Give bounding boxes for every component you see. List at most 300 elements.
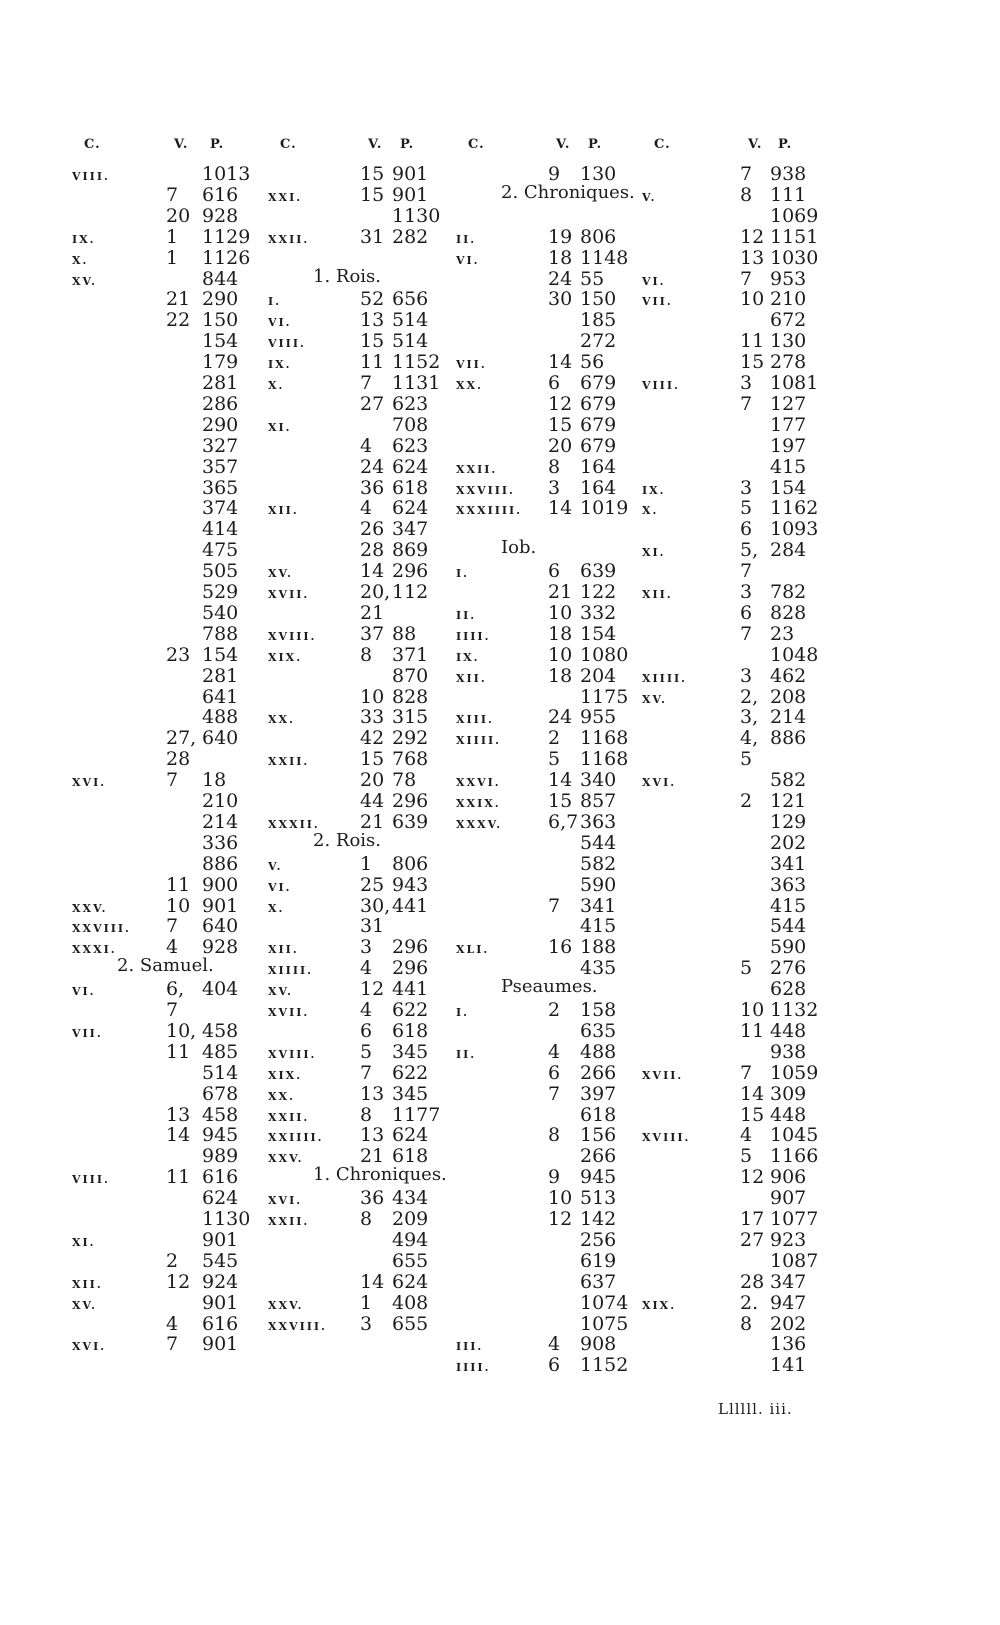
page-number: 708 bbox=[392, 413, 429, 436]
chapter-numeral: XVII. bbox=[268, 588, 310, 601]
page-number: 514 bbox=[392, 330, 429, 353]
chapter-numeral: XXXIIII. bbox=[456, 504, 523, 518]
page-number: 901 bbox=[392, 183, 429, 206]
page-number: 341 bbox=[770, 852, 807, 875]
column-header-p: P. bbox=[210, 137, 225, 152]
column-header-v: V. bbox=[174, 137, 189, 152]
index-row bbox=[0, 1062, 1000, 1084]
page-number: 276 bbox=[770, 957, 807, 980]
index-row bbox=[0, 351, 1000, 373]
page-number: 1175 bbox=[580, 685, 629, 708]
page-number: 505 bbox=[202, 560, 239, 583]
verse-number: 10, bbox=[166, 1019, 197, 1042]
verse-number: 21 bbox=[360, 601, 385, 624]
page-number: 365 bbox=[202, 476, 239, 499]
chapter-numeral: XII. bbox=[72, 1277, 103, 1291]
page-number: 616 bbox=[202, 1166, 239, 1189]
index-row bbox=[0, 957, 1000, 979]
page-number: 112 bbox=[392, 581, 429, 603]
index-row bbox=[0, 247, 1000, 269]
column-header-c: C. bbox=[654, 137, 671, 152]
page-number: 544 bbox=[770, 915, 807, 938]
page-number: 624 bbox=[392, 497, 429, 520]
page-number: 1045 bbox=[770, 1124, 819, 1147]
page-number: 122 bbox=[580, 581, 617, 603]
page-number: 869 bbox=[392, 539, 429, 562]
index-row bbox=[0, 748, 1000, 770]
verse-number: 5, bbox=[740, 539, 759, 562]
index-row bbox=[0, 936, 1000, 958]
index-row bbox=[0, 1124, 1000, 1146]
index-row bbox=[0, 1020, 1000, 1042]
page-number: 278 bbox=[770, 351, 807, 374]
verse-number: 11 bbox=[740, 330, 765, 353]
verse-number: 4 bbox=[360, 999, 373, 1021]
page-number: 1130 bbox=[202, 1208, 251, 1230]
page-number: 415 bbox=[580, 915, 617, 938]
page-number: 679 bbox=[580, 392, 617, 415]
verse-number: 5 bbox=[360, 1040, 373, 1063]
page-number: 363 bbox=[580, 810, 617, 833]
chapter-numeral: XXII. bbox=[268, 1215, 310, 1228]
page-number: 907 bbox=[770, 1187, 807, 1210]
verse-number: 1 bbox=[166, 246, 179, 269]
page-number: 127 bbox=[770, 392, 807, 415]
page-number: 272 bbox=[580, 330, 617, 353]
chapter-numeral: XV. bbox=[72, 1298, 97, 1312]
page-number: 1080 bbox=[580, 643, 629, 666]
index-row bbox=[0, 393, 1000, 415]
page-number: 886 bbox=[202, 852, 239, 875]
chapter-numeral: VI. bbox=[72, 985, 96, 999]
chapter-numeral: IX. bbox=[268, 358, 292, 372]
index-row bbox=[0, 265, 1000, 290]
verse-number: 18 bbox=[548, 246, 573, 269]
page-number: 156 bbox=[580, 1124, 617, 1147]
verse-number: 15 bbox=[548, 413, 573, 436]
index-row bbox=[0, 330, 1000, 352]
page-number: 544 bbox=[580, 831, 617, 854]
page-number: 590 bbox=[580, 873, 617, 896]
page-number: 623 bbox=[392, 434, 429, 457]
chapter-numeral: XXV. bbox=[268, 1152, 304, 1166]
verse-number: 4 bbox=[360, 434, 373, 457]
page-number: 1129 bbox=[202, 225, 251, 248]
page-number: 640 bbox=[202, 727, 239, 750]
chapter-numeral: VI. bbox=[642, 274, 666, 288]
verse-number: 2 bbox=[548, 727, 561, 750]
verse-number: 16 bbox=[548, 936, 573, 959]
verse-number: 18 bbox=[548, 664, 573, 687]
chapter-numeral: XVIII. bbox=[268, 1047, 317, 1061]
verse-number: 10 bbox=[360, 685, 385, 708]
chapter-numeral: XX. bbox=[268, 713, 295, 727]
page-number: 624 bbox=[202, 1187, 239, 1210]
verse-number: 31 bbox=[360, 225, 385, 248]
page-number: 336 bbox=[202, 831, 239, 854]
index-row bbox=[0, 853, 1000, 875]
verse-number: 7 bbox=[740, 622, 753, 645]
verse-number: 8 bbox=[548, 455, 561, 478]
verse-number: 2, bbox=[740, 685, 759, 708]
page-number: 1059 bbox=[770, 1061, 819, 1084]
page-number: 1151 bbox=[770, 225, 819, 248]
page-number: 928 bbox=[202, 936, 239, 959]
page-number: 844 bbox=[202, 267, 239, 290]
verse-number: 7 bbox=[166, 999, 179, 1021]
page-number: 282 bbox=[392, 225, 429, 248]
page-number: 1152 bbox=[580, 1354, 629, 1377]
index-row bbox=[0, 1333, 1000, 1355]
verse-number: 8 bbox=[548, 1124, 561, 1147]
page-number: 315 bbox=[392, 706, 429, 729]
verse-number: 4 bbox=[360, 497, 373, 520]
page-number: 908 bbox=[580, 1333, 617, 1356]
page-number: 494 bbox=[392, 1228, 429, 1251]
verse-number: 9 bbox=[548, 1166, 561, 1189]
page-number: 154 bbox=[770, 476, 807, 499]
page-number: 923 bbox=[770, 1228, 807, 1251]
verse-number: 12 bbox=[740, 225, 765, 248]
verse-number: 11 bbox=[166, 1166, 191, 1189]
chapter-numeral: XX. bbox=[456, 379, 483, 392]
verse-number: 7 bbox=[548, 894, 561, 917]
verse-number: 19 bbox=[548, 225, 573, 248]
section-heading: 2. Chroniques. bbox=[501, 181, 635, 203]
index-row bbox=[0, 1208, 1000, 1230]
page-number: 55 bbox=[580, 267, 605, 290]
page-number: 347 bbox=[770, 1270, 807, 1293]
index-row bbox=[0, 372, 1000, 394]
chapter-numeral: XIIII. bbox=[642, 671, 687, 685]
page-number: 154 bbox=[202, 643, 239, 666]
index-row bbox=[0, 790, 1000, 812]
chapter-numeral: XXVIII. bbox=[72, 922, 131, 936]
page-number: 619 bbox=[580, 1249, 617, 1272]
verse-number: 7 bbox=[740, 560, 753, 583]
verse-number: 14 bbox=[548, 497, 573, 520]
chapter-numeral: XIX. bbox=[642, 1298, 677, 1312]
verse-number: 7 bbox=[740, 1061, 753, 1084]
signature-mark: Llllll. iii. bbox=[718, 1400, 793, 1418]
page-number: 947 bbox=[770, 1291, 807, 1314]
verse-number: 25 bbox=[360, 873, 385, 896]
page-number: 989 bbox=[202, 1145, 239, 1168]
verse-number: 6 bbox=[360, 1019, 373, 1042]
chapter-numeral: XXVI. bbox=[456, 776, 501, 790]
verse-number: 15 bbox=[360, 163, 385, 185]
index-row bbox=[0, 665, 1000, 687]
page-number: 640 bbox=[202, 915, 239, 938]
page-number: 284 bbox=[770, 539, 807, 562]
page-number: 828 bbox=[392, 685, 429, 708]
index-row bbox=[0, 874, 1000, 896]
page-number: 296 bbox=[392, 560, 429, 583]
page-number: 404 bbox=[202, 978, 239, 1001]
page-number: 945 bbox=[580, 1166, 617, 1189]
page-number: 955 bbox=[580, 706, 617, 729]
index-row bbox=[0, 1166, 1000, 1188]
chapter-numeral: X. bbox=[268, 901, 285, 915]
page-number: 18 bbox=[202, 769, 227, 792]
page-number: 679 bbox=[580, 372, 617, 394]
chapter-numeral: XXXII. bbox=[268, 817, 320, 831]
verse-number: 14 bbox=[548, 769, 573, 792]
chapter-numeral: XLI. bbox=[456, 943, 490, 957]
chapter-numeral: IX. bbox=[72, 232, 96, 246]
index-row bbox=[0, 1271, 1000, 1293]
chapter-numeral: XVI. bbox=[642, 776, 677, 790]
page-number: 679 bbox=[580, 413, 617, 436]
verse-number: 4 bbox=[548, 1333, 561, 1356]
page-number: 88 bbox=[392, 622, 417, 645]
index-row bbox=[0, 226, 1000, 248]
verse-number: 4 bbox=[166, 936, 179, 959]
verse-number: 3 bbox=[360, 936, 373, 959]
verse-number: 6 bbox=[740, 601, 753, 624]
page-number: 448 bbox=[770, 1019, 807, 1042]
page-number: 441 bbox=[392, 978, 429, 1001]
verse-number: 1 bbox=[360, 1291, 373, 1314]
page-number: 678 bbox=[202, 1082, 239, 1105]
verse-number: 21 bbox=[360, 1145, 385, 1168]
verse-number: 2 bbox=[548, 999, 561, 1021]
page-number: 345 bbox=[392, 1040, 429, 1063]
page-number: 327 bbox=[202, 434, 239, 457]
verse-number: 15 bbox=[360, 183, 385, 206]
verse-number: 12 bbox=[740, 1166, 765, 1189]
page-number: 475 bbox=[202, 539, 239, 562]
verse-number: 20 bbox=[548, 434, 573, 457]
page-number: 130 bbox=[580, 163, 617, 185]
verse-number: 6 bbox=[548, 1061, 561, 1084]
page-number: 622 bbox=[392, 1061, 429, 1084]
chapter-numeral: XVII. bbox=[268, 1006, 310, 1019]
verse-number: 4 bbox=[548, 1040, 561, 1063]
page-number: 624 bbox=[392, 1270, 429, 1293]
page-number: 655 bbox=[392, 1312, 429, 1335]
page-number: 901 bbox=[202, 894, 239, 917]
chapter-numeral: XII. bbox=[268, 504, 299, 518]
index-row bbox=[0, 1313, 1000, 1335]
page-number: 415 bbox=[770, 455, 807, 478]
chapter-numeral: XXIX. bbox=[456, 797, 501, 810]
column-header-v: V. bbox=[748, 137, 763, 152]
chapter-numeral: III. bbox=[456, 1340, 484, 1354]
index-row bbox=[0, 811, 1000, 833]
verse-number: 3 bbox=[740, 581, 753, 603]
verse-number: 4 bbox=[360, 957, 373, 980]
page-number: 1069 bbox=[770, 204, 819, 227]
chapter-numeral: XVI. bbox=[268, 1194, 303, 1208]
page-number: 341 bbox=[580, 894, 617, 917]
verse-number: 5 bbox=[740, 1145, 753, 1168]
page-number: 1048 bbox=[770, 643, 819, 666]
verse-number: 24 bbox=[548, 706, 573, 729]
chapter-numeral: XXII. bbox=[268, 232, 310, 246]
page-number: 924 bbox=[202, 1270, 239, 1293]
page-number: 434 bbox=[392, 1187, 429, 1210]
page-number: 901 bbox=[392, 163, 429, 185]
page-number: 363 bbox=[770, 873, 807, 896]
verse-number: 44 bbox=[360, 790, 385, 812]
chapter-numeral: VIII. bbox=[642, 379, 680, 392]
chapter-numeral: XXVIII. bbox=[456, 483, 515, 497]
verse-number: 21 bbox=[166, 288, 191, 311]
verse-number: 8 bbox=[360, 1103, 373, 1126]
index-row bbox=[0, 727, 1000, 749]
verse-number: 15 bbox=[740, 1103, 765, 1126]
verse-number: 13 bbox=[740, 246, 765, 269]
page-number: 296 bbox=[392, 957, 429, 980]
verse-number: 18 bbox=[548, 622, 573, 645]
page-number: 435 bbox=[580, 957, 617, 980]
chapter-numeral: XV. bbox=[642, 692, 667, 706]
page-number: 806 bbox=[392, 852, 429, 875]
index-row bbox=[0, 1229, 1000, 1251]
index-row bbox=[0, 706, 1000, 728]
page-number: 374 bbox=[202, 497, 239, 520]
chapter-numeral: V. bbox=[268, 859, 283, 873]
chapter-numeral: VII. bbox=[456, 358, 487, 372]
page-number: 1081 bbox=[770, 372, 819, 394]
page-number: 529 bbox=[202, 581, 239, 603]
verse-number: 37 bbox=[360, 622, 385, 645]
page-number: 415 bbox=[770, 894, 807, 917]
chapter-numeral: XXII. bbox=[268, 1110, 310, 1124]
page-number: 56 bbox=[580, 351, 605, 374]
page-number: 616 bbox=[202, 1312, 239, 1335]
chapter-numeral: XVIII. bbox=[642, 1131, 691, 1145]
page-number: 142 bbox=[580, 1208, 617, 1230]
page-number: 281 bbox=[202, 664, 239, 687]
chapter-numeral: XVI. bbox=[72, 1340, 107, 1354]
page-number: 945 bbox=[202, 1124, 239, 1147]
verse-number: 14 bbox=[548, 351, 573, 374]
verse-number: 15 bbox=[360, 330, 385, 353]
page-number: 628 bbox=[770, 978, 807, 1001]
page-number: 806 bbox=[580, 225, 617, 248]
page-number: 290 bbox=[202, 413, 239, 436]
chapter-numeral: XI. bbox=[72, 1235, 96, 1249]
chapter-numeral: II. bbox=[456, 232, 477, 246]
index-row bbox=[0, 1145, 1000, 1167]
verse-number: 15 bbox=[360, 748, 385, 771]
chapter-numeral: XXII. bbox=[456, 462, 498, 476]
page-number: 637 bbox=[580, 1270, 617, 1293]
page-number: 488 bbox=[202, 706, 239, 729]
chapter-numeral: X. bbox=[72, 253, 89, 267]
index-row bbox=[0, 518, 1000, 540]
section-heading: 2. Rois. bbox=[313, 829, 382, 851]
verse-number: 20, bbox=[360, 581, 391, 603]
verse-number: 7 bbox=[360, 1061, 373, 1084]
verse-number: 10 bbox=[548, 601, 573, 624]
verse-number: 14 bbox=[166, 1124, 191, 1147]
chapter-numeral: XIIII. bbox=[268, 964, 313, 978]
page-number: 150 bbox=[202, 309, 239, 332]
page-number: 639 bbox=[392, 810, 429, 833]
page-number: 618 bbox=[392, 476, 429, 499]
verse-number: 3, bbox=[740, 706, 759, 729]
chapter-numeral: XXII. bbox=[268, 755, 310, 769]
page-number: 1093 bbox=[770, 518, 819, 541]
chapter-numeral: IX. bbox=[642, 483, 666, 497]
verse-number: 11 bbox=[360, 351, 385, 374]
page-number: 513 bbox=[580, 1187, 617, 1210]
verse-number: 8 bbox=[740, 1312, 753, 1335]
page-number: 209 bbox=[392, 1208, 429, 1230]
chapter-numeral: XXV. bbox=[268, 1298, 304, 1312]
chapter-numeral: XVII. bbox=[642, 1068, 684, 1082]
verse-number: 6, bbox=[166, 978, 185, 1001]
page-number: 1177 bbox=[392, 1103, 441, 1126]
verse-number: 7 bbox=[166, 915, 179, 938]
verse-number: 31 bbox=[360, 915, 385, 938]
chapter-numeral: VIII. bbox=[72, 1173, 110, 1187]
verse-number: 2. bbox=[740, 1291, 759, 1314]
verse-number: 5 bbox=[740, 957, 753, 980]
page-number: 130 bbox=[770, 330, 807, 353]
index-row bbox=[0, 895, 1000, 917]
page-number: 623 bbox=[392, 392, 429, 415]
verse-number: 8 bbox=[360, 1208, 373, 1230]
page-number: 624 bbox=[392, 1124, 429, 1147]
verse-number: 3 bbox=[360, 1312, 373, 1335]
verse-number: 28 bbox=[166, 748, 191, 771]
chapter-numeral: XVIII. bbox=[268, 629, 317, 643]
index-row bbox=[0, 456, 1000, 478]
page-number: 141 bbox=[770, 1354, 807, 1377]
page-number: 590 bbox=[770, 936, 807, 959]
chapter-numeral: XIX. bbox=[268, 650, 303, 664]
index-row bbox=[0, 978, 1000, 1000]
page-number: 618 bbox=[392, 1145, 429, 1168]
chapter-numeral: XXXV. bbox=[456, 817, 503, 831]
verse-number: 28 bbox=[740, 1270, 765, 1293]
verse-number: 3 bbox=[740, 664, 753, 687]
index-row bbox=[0, 915, 1000, 937]
page-number: 111 bbox=[770, 183, 807, 206]
verse-number: 11 bbox=[166, 1040, 191, 1063]
page-number: 23 bbox=[770, 622, 795, 645]
page-number: 900 bbox=[202, 873, 239, 896]
verse-number: 12 bbox=[548, 392, 573, 415]
page-number: 901 bbox=[202, 1291, 239, 1314]
page-number: 296 bbox=[392, 936, 429, 959]
verse-number: 11 bbox=[740, 1019, 765, 1042]
page-number: 582 bbox=[580, 852, 617, 875]
index-row bbox=[0, 829, 1000, 854]
page-number: 296 bbox=[392, 790, 429, 812]
page-number: 332 bbox=[580, 601, 617, 624]
verse-number: 14 bbox=[360, 560, 385, 583]
index-row bbox=[0, 602, 1000, 624]
page-number: 828 bbox=[770, 601, 807, 624]
page-number: 1148 bbox=[580, 246, 629, 269]
page-number: 397 bbox=[580, 1082, 617, 1105]
verse-number: 30, bbox=[360, 894, 391, 917]
verse-number: 5 bbox=[548, 748, 561, 771]
index-row bbox=[0, 539, 1000, 561]
chapter-numeral: XII. bbox=[642, 588, 673, 601]
chapter-numeral: I. bbox=[456, 1006, 469, 1019]
page-number: 188 bbox=[580, 936, 617, 959]
page-number: 1075 bbox=[580, 1312, 629, 1335]
verse-number: 4 bbox=[166, 1312, 179, 1335]
verse-number: 28 bbox=[360, 539, 385, 562]
page-number: 290 bbox=[202, 288, 239, 311]
